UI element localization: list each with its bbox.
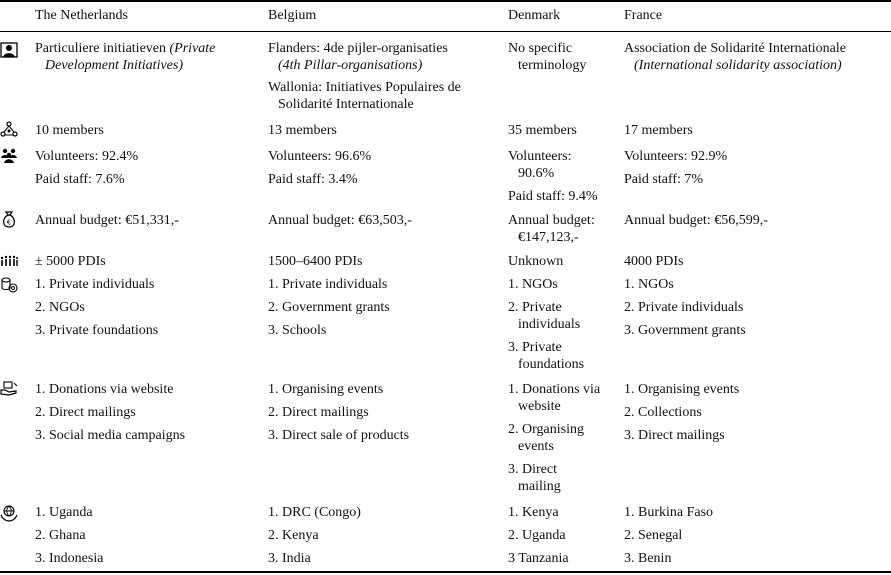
members-france: 17 members xyxy=(624,123,693,138)
globe-hands-icon xyxy=(0,504,18,522)
terminology-france: Association de Solidarité Internationale (International solidarity association) xyxy=(624,41,846,73)
funding-france: 1. NGOs 2. Private individuals 3. Government grants xyxy=(624,277,746,338)
countries-belgium: 1. DRC (Congo) 2. Kenya 3. India xyxy=(268,505,361,566)
header-netherlands: The Netherlands xyxy=(35,8,128,23)
countries-denmark: 1. Kenya 2. Uganda 3 Tanzania xyxy=(508,505,569,566)
network-people-icon xyxy=(0,121,18,139)
volunteers-netherlands: Volunteers: 92.4% Paid staff: 7.6% xyxy=(35,149,139,187)
pdis-denmark: Unknown xyxy=(508,254,564,269)
pdis-belgium: 1500–6400 PDIs xyxy=(268,254,363,269)
budget-denmark: Annual budget: €147,123,- xyxy=(508,213,595,245)
funding-denmark: 1. NGOs 2. Private individuals 3. Private foundations xyxy=(508,277,585,372)
countries-netherlands: 1. Uganda 2. Ghana 3. Indonesia xyxy=(35,505,104,566)
budget-belgium: Annual budget: €63,503,- xyxy=(268,213,412,228)
volunteers-denmark: Volunteers: 90.6% Paid staff: 9.4% xyxy=(508,149,598,204)
funding-netherlands: 1. Private individuals 2. NGOs 3. Private foundations xyxy=(35,277,159,338)
members-netherlands: 10 members xyxy=(35,123,104,138)
fundraising-belgium: 1. Organising events 2. Direct mailings 3. Direct sale of products xyxy=(268,382,410,443)
pdis-france: 4000 PDIs xyxy=(624,254,684,269)
funding-belgium: 1. Private individuals 2. Government grants 3. Schools xyxy=(268,277,390,338)
coins-stack-icon xyxy=(0,276,18,294)
volunteers-belgium: Volunteers: 96.6% Paid staff: 3.4% xyxy=(268,149,372,187)
pdis-netherlands: ± 5000 PDIs xyxy=(35,254,106,269)
fundraising-denmark: 1. Donations via website 2. Organising events 3. Direct mailing xyxy=(508,382,601,494)
budget-netherlands: Annual budget: €51,331,- xyxy=(35,213,179,228)
volunteers-france: Volunteers: 92.9% Paid staff: 7% xyxy=(624,149,728,187)
money-bag-icon xyxy=(0,210,18,228)
budget-france: Annual budget: €56,599,- xyxy=(624,213,768,228)
bottom-rule xyxy=(0,571,891,573)
terminology-netherlands: Particuliere initiatieven (Private Development Initiatives) xyxy=(35,41,216,73)
fundraising-france: 1. Organising events 2. Collections 3. Direct mailings xyxy=(624,382,740,443)
svg-text:€: € xyxy=(6,218,12,227)
header-france: France xyxy=(624,8,663,23)
terminology-belgium: Flanders: 4de pijler-organisaties (4th Pillar-organisations) Wallonia: Initiatives Populaires de Solidarité Internationale xyxy=(268,41,461,112)
members-denmark: 35 members xyxy=(508,123,577,138)
header-rule xyxy=(0,31,891,32)
members-belgium: 13 members xyxy=(268,123,337,138)
terminology-denmark: No specific terminology xyxy=(508,41,587,73)
fundraising-netherlands: 1. Donations via website 2. Direct mailings 3. Social media campaigns xyxy=(35,382,186,443)
top-rule xyxy=(0,0,891,2)
crowd-icon xyxy=(0,252,18,270)
header-denmark: Denmark xyxy=(508,8,561,23)
header-belgium: Belgium xyxy=(268,8,317,23)
group-people-icon xyxy=(0,147,18,165)
person-card-icon xyxy=(0,41,18,59)
hand-giving-icon xyxy=(0,380,18,398)
countries-france: 1. Burkina Faso 2. Senegal 3. Benin xyxy=(624,505,714,566)
